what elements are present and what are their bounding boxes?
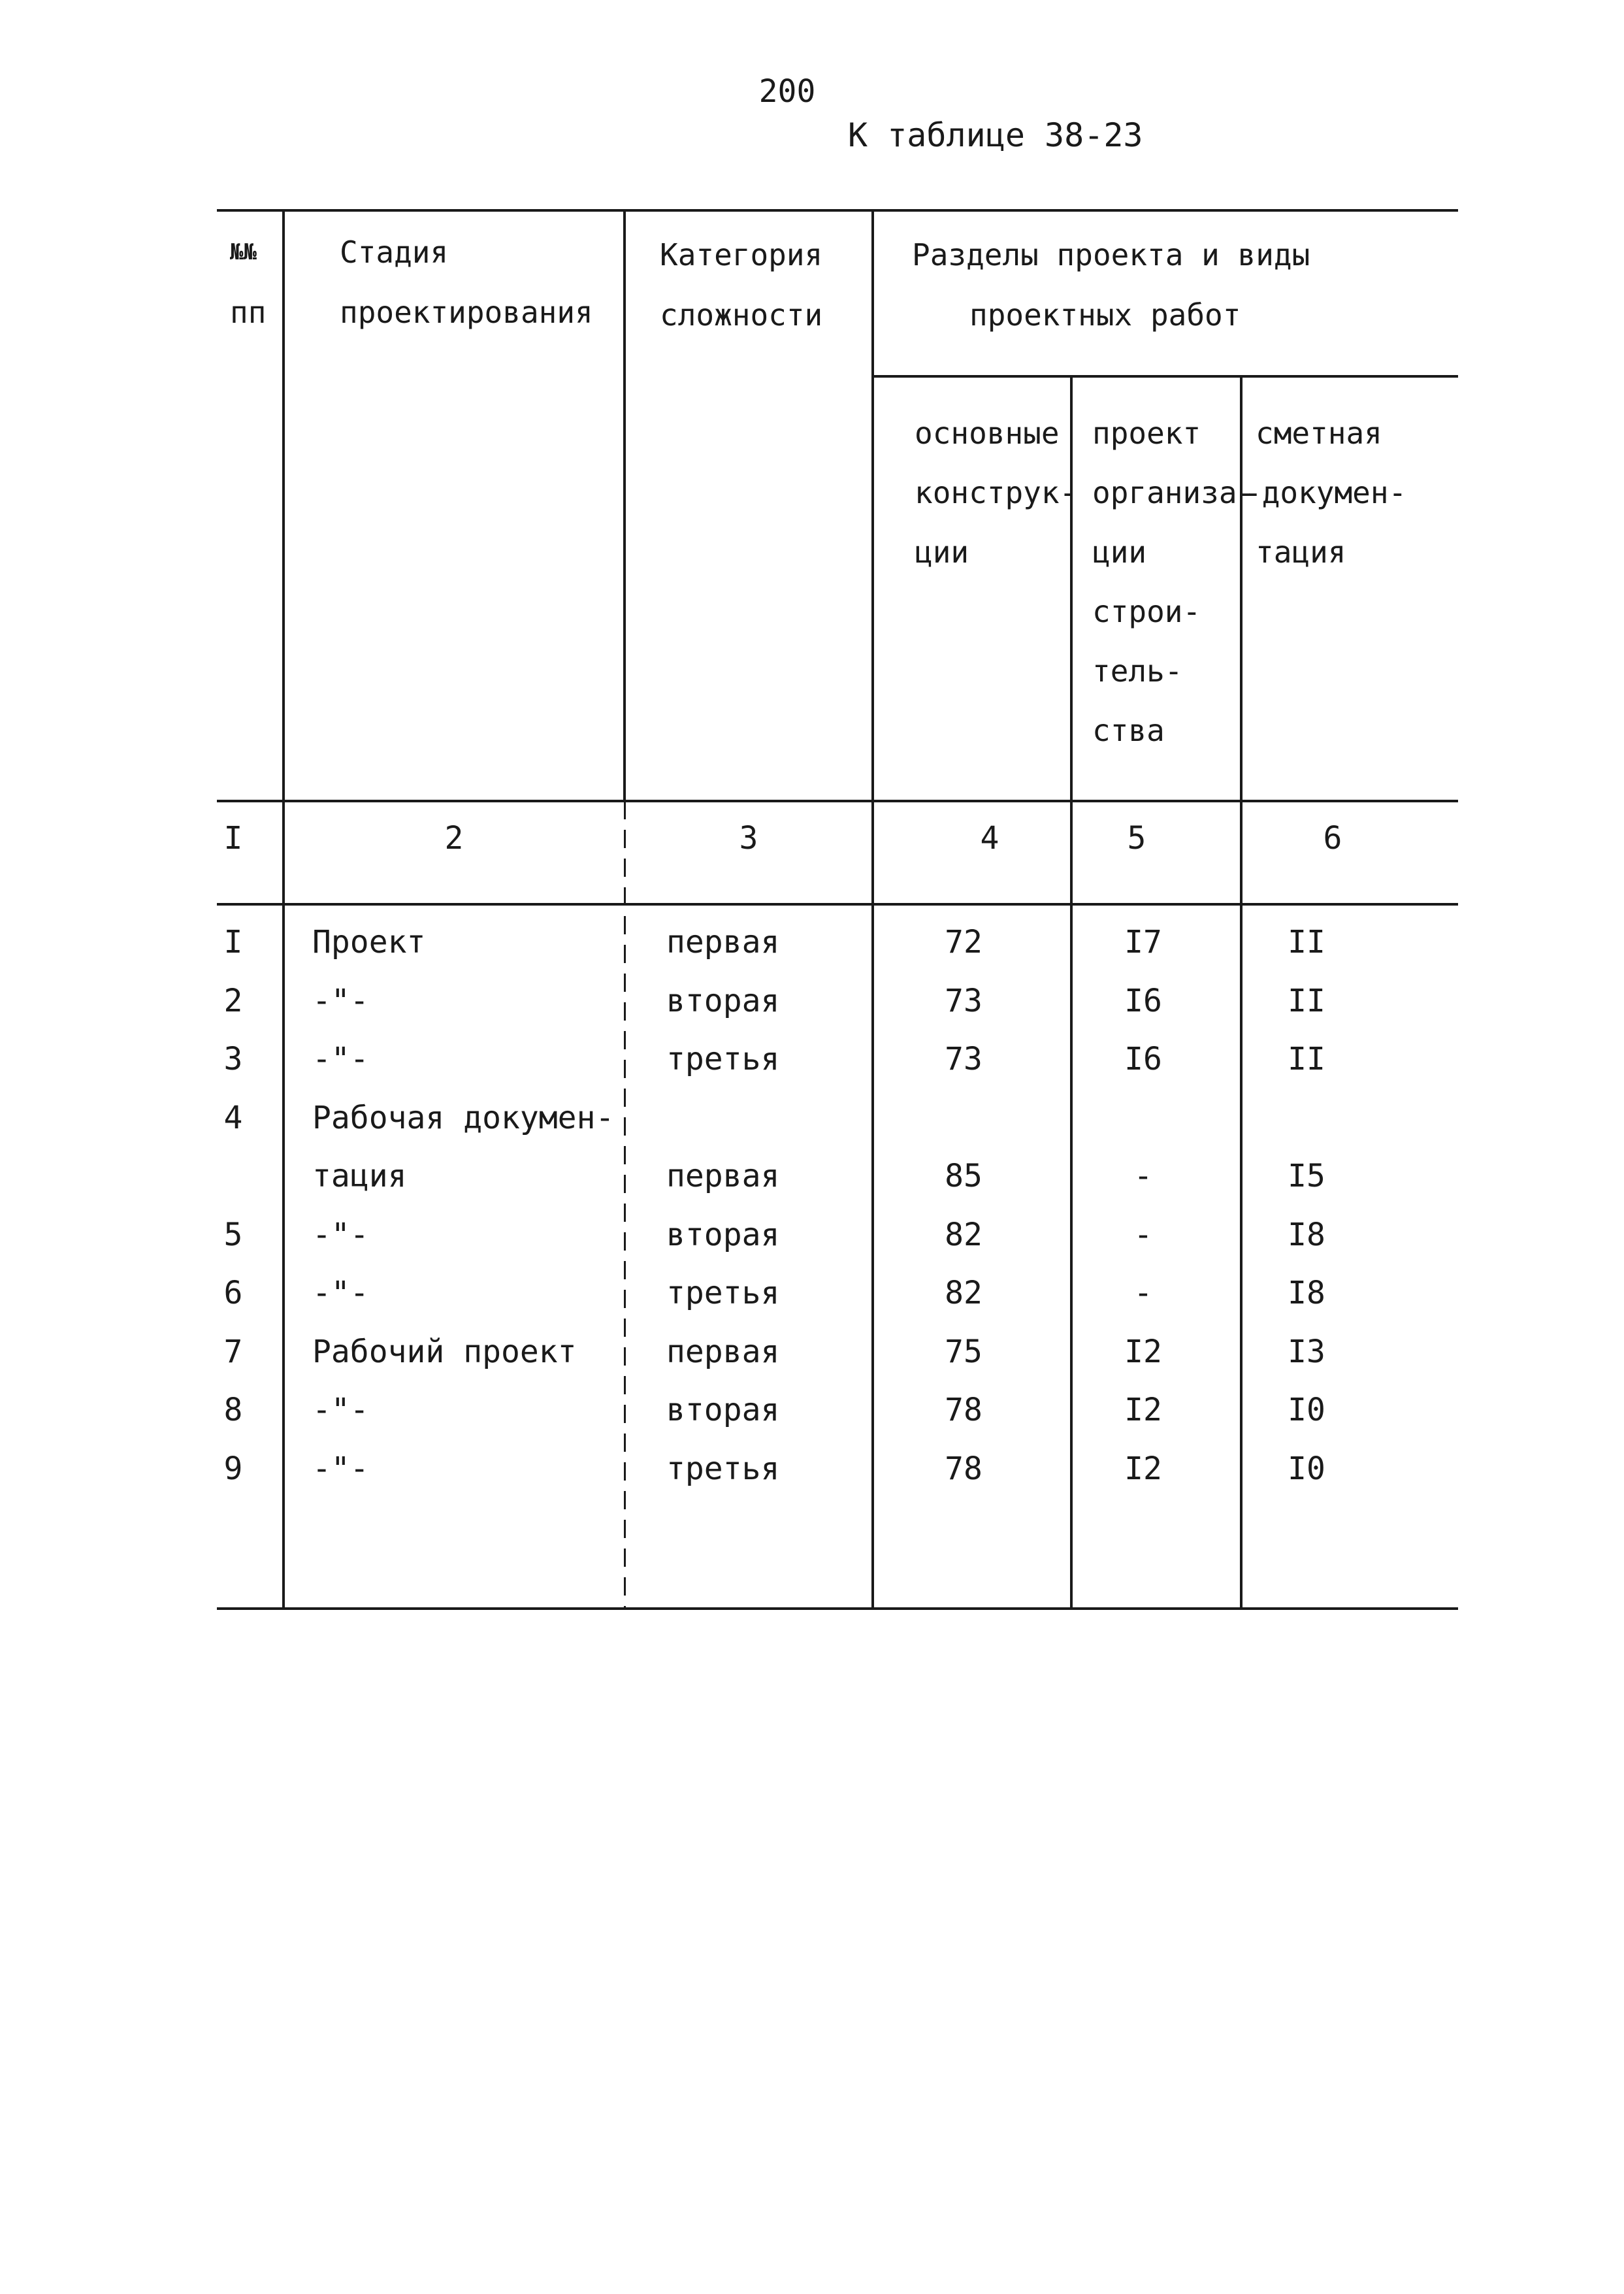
row-col5: I2 [1124, 1450, 1162, 1487]
row-col4: 73 [945, 1041, 983, 1077]
row-col4: 78 [945, 1450, 983, 1487]
row-category: вторая [666, 1216, 780, 1253]
row-col6: II [1288, 1041, 1325, 1077]
header-sub5-line2: организа- [1092, 475, 1256, 510]
row-col4: 73 [945, 982, 983, 1019]
row-category: первая [666, 924, 780, 960]
row-col5: I6 [1124, 1041, 1162, 1077]
row-col5: I6 [1124, 982, 1162, 1019]
row-stage: Проект [312, 924, 426, 960]
row-stage: Рабочий проект [312, 1333, 577, 1370]
row-number: 2 [223, 982, 243, 1019]
header-bottom-rule [217, 800, 1458, 802]
row-category: вторая [666, 982, 780, 1019]
column-numbers-rule [217, 903, 1458, 906]
row-stage: -"- [312, 1275, 369, 1311]
row-category: третья [666, 1041, 780, 1077]
row-col5: I2 [1124, 1392, 1162, 1428]
row-col6: I5 [1288, 1158, 1325, 1194]
header-sub5-line5: тель- [1092, 653, 1183, 689]
row-number: 3 [223, 1041, 243, 1077]
header-group-line1: Разделы проекта и виды [912, 237, 1310, 272]
header-col3 [660, 225, 822, 345]
divider-col2 [623, 210, 626, 801]
row-col4: 82 [945, 1275, 983, 1311]
row-col5: I7 [1124, 924, 1162, 960]
divider-col3 [871, 210, 874, 1609]
row-number: 7 [223, 1333, 243, 1370]
header-col2-line2: проектирования [340, 295, 593, 330]
row-stage: -"- [312, 982, 369, 1019]
row-col6: I3 [1288, 1333, 1325, 1370]
table-bottom-rule [217, 1607, 1458, 1610]
header-sub6 [1244, 404, 1406, 582]
group-header-rule [874, 375, 1458, 378]
header-sub4 [915, 404, 1077, 582]
row-stage: тация [312, 1158, 407, 1194]
header-sub5 [1092, 404, 1255, 761]
row-col5: - [1133, 1275, 1153, 1311]
header-group [912, 225, 1310, 345]
colnum-4: 4 [980, 820, 999, 857]
colnum-2: 2 [444, 820, 464, 857]
divider-col2-dashed [624, 801, 626, 1607]
row-number: I [223, 924, 243, 960]
row-stage: -"- [312, 1450, 369, 1487]
header-sub4-line1: основные [915, 416, 1060, 451]
row-number: 8 [223, 1392, 243, 1428]
row-stage: Рабочая докумен- [312, 1099, 615, 1136]
page-number: 200 [758, 73, 816, 110]
header-sub5-line1: проект [1092, 416, 1201, 451]
header-group-line2: проектных работ [969, 297, 1241, 333]
header-sub5-line6: ства [1092, 713, 1165, 748]
row-category: первая [666, 1333, 780, 1370]
row-category: третья [666, 1450, 780, 1487]
row-col4: 72 [945, 924, 983, 960]
row-col4: 78 [945, 1392, 983, 1428]
header-col1-line1: №№ [230, 239, 257, 265]
row-number: 4 [223, 1099, 243, 1136]
header-sub6-line3: тация [1256, 534, 1346, 570]
row-number: 6 [223, 1275, 243, 1311]
header-sub4-line2: конструк- [915, 475, 1078, 510]
row-stage: -"- [312, 1216, 369, 1253]
header-sub4-line3: ции [915, 534, 969, 570]
header-col1-line2: пп [230, 295, 267, 330]
colnum-3: 3 [739, 820, 758, 857]
row-col5: - [1133, 1216, 1153, 1253]
row-col6: II [1288, 924, 1325, 960]
row-number: 9 [223, 1450, 243, 1487]
row-col6: I8 [1288, 1216, 1325, 1253]
row-category: третья [666, 1275, 780, 1311]
table-top-rule [217, 209, 1458, 212]
row-col6: II [1288, 982, 1325, 1019]
row-col4: 75 [945, 1333, 983, 1370]
colnum-6: 6 [1323, 820, 1342, 857]
row-number: 5 [223, 1216, 243, 1253]
row-col6: I0 [1288, 1450, 1325, 1487]
colnum-1: I [223, 820, 243, 857]
row-col4: 82 [945, 1216, 983, 1253]
row-col5: - [1133, 1158, 1153, 1194]
row-col5: I2 [1124, 1333, 1162, 1370]
colnum-5: 5 [1127, 820, 1146, 857]
header-col3-line2: сложности [660, 297, 823, 333]
row-category: первая [666, 1158, 780, 1194]
header-col1 [230, 222, 266, 342]
row-col4: 85 [945, 1158, 983, 1194]
header-sub5-line4: строи- [1092, 594, 1201, 629]
table-caption: К таблице 38-23 [848, 116, 1143, 154]
header-sub5-line3: ции [1092, 534, 1147, 570]
header-col2-line1: Стадия [340, 235, 449, 270]
row-stage: -"- [312, 1041, 369, 1077]
row-category: вторая [666, 1392, 780, 1428]
row-col6: I0 [1288, 1392, 1325, 1428]
header-sub6-line1: сметная [1256, 416, 1382, 451]
row-stage: -"- [312, 1392, 369, 1428]
row-col6: I8 [1288, 1275, 1325, 1311]
header-col3-line1: Категория [660, 237, 823, 272]
header-col2 [340, 222, 593, 342]
divider-col1 [282, 210, 285, 1609]
header-sub6-line2: -докумен- [1244, 475, 1407, 510]
